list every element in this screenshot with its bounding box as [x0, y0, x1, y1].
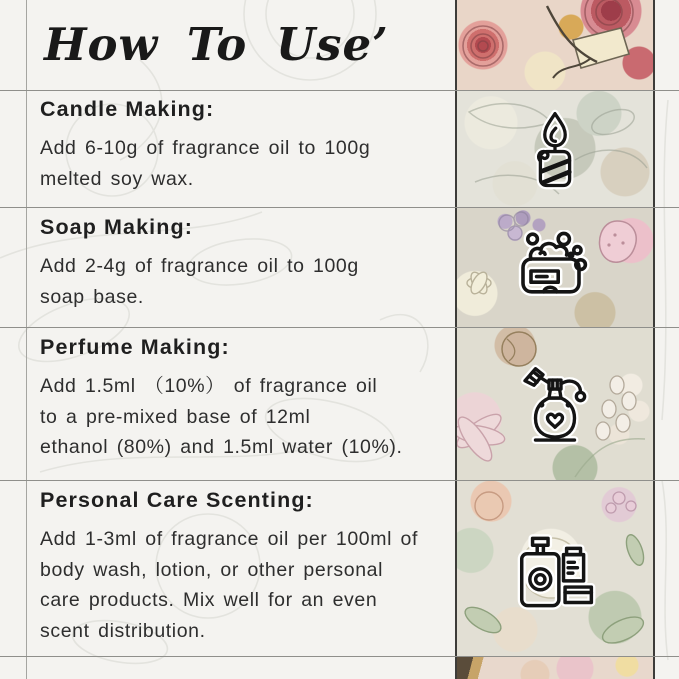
- section-candle-making: [40, 96, 448, 194]
- perfume-making-line-3: ethanol (80%) and 1.5ml water (10%).: [40, 436, 403, 458]
- section-personal-care-scenting: [40, 487, 448, 646]
- page-title: How To Use’: [44, 18, 389, 71]
- divider-soap-perfume: [0, 327, 679, 328]
- soap-making-line-1: Add 2-4g of fragrance oil to 100g: [40, 255, 359, 277]
- perfume-icon: [516, 362, 594, 446]
- personal-care-line-1: Add 1-3ml of fragrance oil per 100ml of: [40, 528, 418, 550]
- floral-band-roses: [455, 0, 655, 90]
- soap-making-heading: Soap Making:: [40, 215, 193, 239]
- floral-band-personal-care: [455, 480, 655, 656]
- personal-care-heading: Personal Care Scenting:: [40, 488, 314, 512]
- section-soap-making: [40, 214, 448, 312]
- divider-bottom: [0, 656, 679, 657]
- soap-making-line-2: soap base.: [40, 285, 144, 308]
- divider-perfume-personal: [0, 480, 679, 481]
- candle-making-line-2: melted soy wax.: [40, 167, 194, 190]
- personal-care-line-4: scent distribution.: [40, 619, 206, 642]
- perfume-making-line-2: to a pre-mixed base of 12ml: [40, 405, 311, 428]
- floral-band-candle: [455, 90, 655, 207]
- personal-care-line-3: care products. Mix well for an even: [40, 589, 378, 611]
- candle-icon: [522, 107, 588, 191]
- left-margin-line: [26, 0, 27, 679]
- rose-tag-illustration: [455, 0, 655, 90]
- strip-left-border: [455, 0, 457, 679]
- divider-candle-soap: [0, 207, 679, 208]
- strip-right-border: [653, 0, 655, 679]
- floral-band-perfume: [455, 327, 655, 480]
- section-perfume-making: [40, 334, 448, 463]
- floral-band-bottom: [455, 656, 655, 679]
- candle-making-line-1: Add 6-10g of fragrance oil to 100g: [40, 137, 371, 159]
- perfume-making-heading: Perfume Making:: [40, 335, 230, 359]
- floral-band-soap: [455, 207, 655, 327]
- floral-illustration-strip: [455, 0, 655, 679]
- personal-care-line-2: body wash, lotion, or other personal: [40, 558, 384, 581]
- perfume-making-line-1: Add 1.5ml （10%） of fragrance oil: [40, 375, 378, 397]
- personal-care-icon: [514, 525, 596, 612]
- divider-under-title: [0, 90, 679, 91]
- soap-icon: [515, 230, 595, 304]
- title-block: [44, 12, 389, 78]
- candle-making-heading: Candle Making:: [40, 97, 215, 121]
